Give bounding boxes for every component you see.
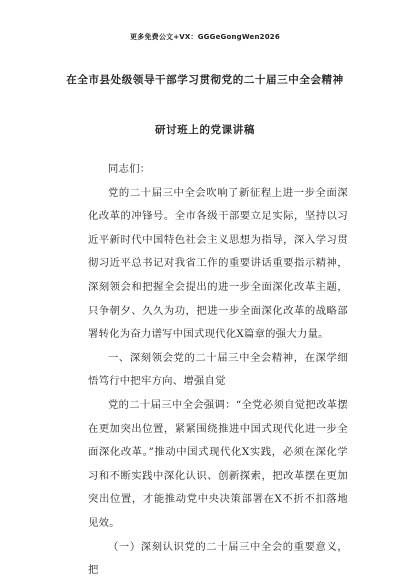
greeting: 同志们： <box>108 163 151 175</box>
section-heading: 一、深刻领会党的二十届三中全会精神，在深学细悟笃行中把牢方向、增强自觉 <box>88 351 348 388</box>
subsection-heading: （一）深刻认识党的二十届三中全会的重要意义，把 <box>88 540 348 577</box>
document-body <box>88 158 348 583</box>
body-paragraph: 党的二十届三中全会吹响了新征程上进一步全面深化改革的冲锋号。全市各级干部要立足实际，坚持以习近平新时代中国特色社会主义思想为指导，深入学习贯彻习近平总书记对我省工作的重要讲话重要指示精神，深刻领会和把握全会提出的进一步全面深化改革主题，只争朝夕、久久为功，把进一步全面深化改革的战略部署转化为奋力谱写中国式现代化X篇章的强大力量。 <box>88 186 348 341</box>
header-note: 更多免费公文+VX：GGGeGongWen2026 <box>130 33 280 41</box>
document-title-line-1: 在全市县处级领导干部学习贯彻党的二十届三中全会精神 <box>66 74 344 86</box>
document-title-line-2: 研讨班上的党课讲稿 <box>155 124 255 136</box>
body-paragraph: 党的二十届三中全会强调：“全党必须自觉把改革摆在更加突出位置，紧紧围绕推进中国式现代化进一步全面深化改革。”推动中国式现代化X实践，必须在深化学习和不断实践中深化认识、创新探索，把改革摆在更加突出位置，才能推动党中央决策部署在X不折不扣落地见效。 <box>88 398 348 529</box>
